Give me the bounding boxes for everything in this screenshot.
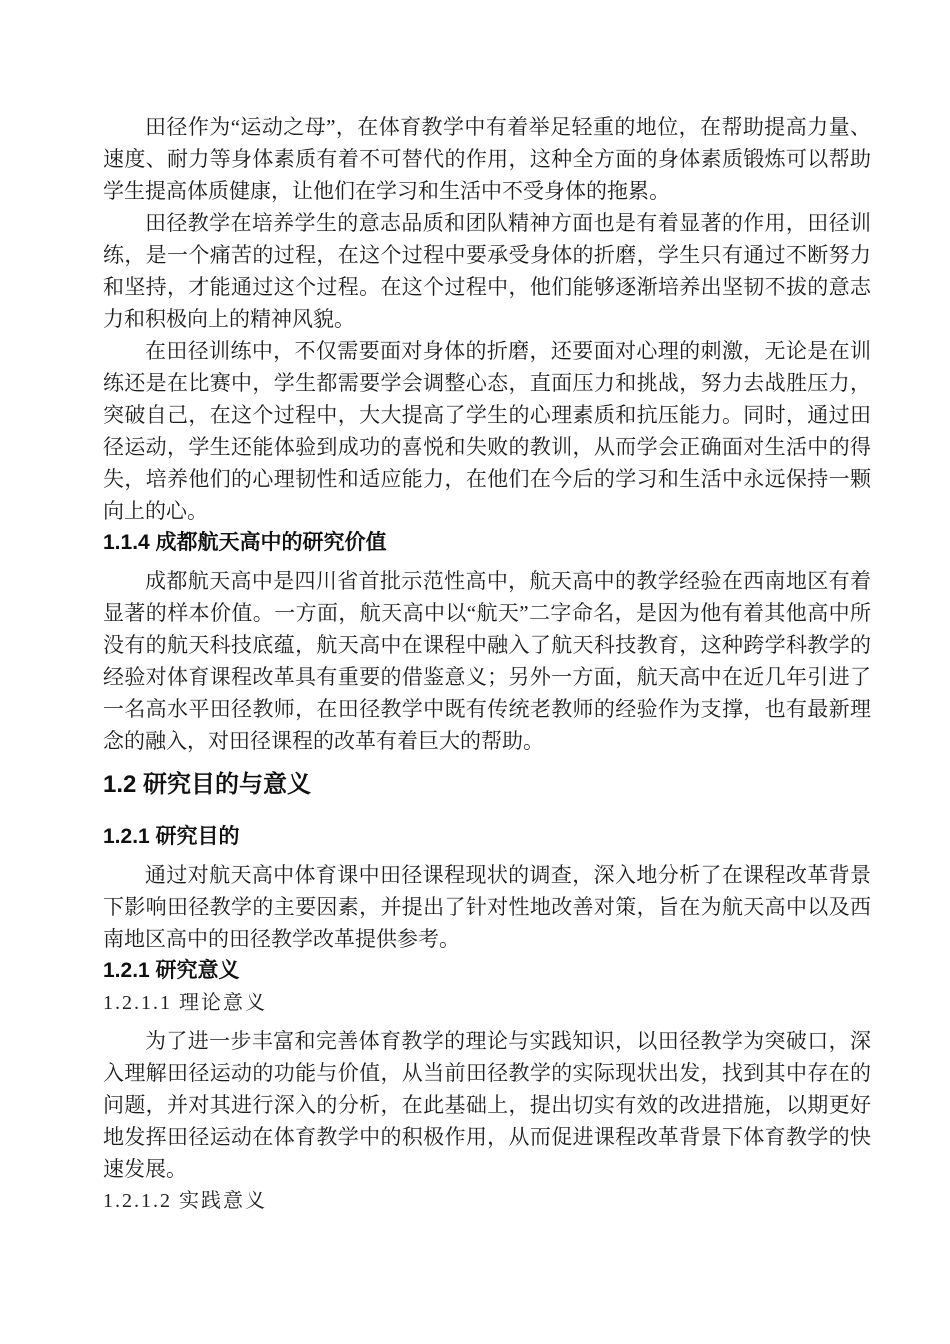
- heading-1-1-4-research-value: 1.1.4 成都航天高中的研究价值: [103, 531, 387, 554]
- heading-1-2-1-research-purpose: 1.2.1 研究目的: [103, 825, 240, 848]
- paragraph-theoretical-significance: 为了进一步丰富和完善体育教学的理论与实践知识，以田径教学为突破口，深入理解田径运动的功能与价值，从当前田径教学的实际现状出发，找到其中存在的问题，并对其进行深入的分析，在此基础上，提出切实有效的改进措施，以期更好地发挥田径运动在体育教学中的积极作用，从而促进课程改革背景下体育教学的快速发展。: [103, 1029, 871, 1181]
- heading-1-2-purpose-significance: 1.2 研究目的与意义: [103, 771, 312, 798]
- paragraph-chengdu-hangtian-school: 成都航天高中是四川省首批示范性高中，航天高中的教学经验在西南地区有着显著的样本价值。一方面，航天高中以“航天”二字命名，是因为他有着其他高中所没有的航天科技底蕴，航天高中在课程中融入了航天科技教育，这种跨学科教学的经验对体育课程改革具有重要的借鉴意义；另外一方面，航天高中在近几年引进了一名高水平田径教师，在田径教学中既有传统老教师的经验作为支撑，也有最新理念的融入，对田径课程的改革有着巨大的帮助。: [103, 569, 871, 753]
- paragraph-tianjing-intro: 田径作为“运动之母”，在体育教学中有着举足轻重的地位，在帮助提高力量、速度、耐力等身体素质有着不可替代的作用，这种全方面的身体素质锻炼可以帮助学生提高体质健康，让他们在学习和生活中不受身体的拖累。: [103, 115, 871, 203]
- paragraph-psychological-training: 在田径训练中，不仅需要面对身体的折磨，还要面对心理的刺激，无论是在训练还是在比赛中，学生都需要学会调整心态，直面压力和挑战，努力去战胜压力，突破自己，在这个过程中，大大提高了学生的心理素质和抗压能力。同时，通过田径运动，学生还能体验到成功的喜悦和失败的教训，从而学会正确面对生活中的得失，培养他们的心理韧性和适应能力，在他们在今后的学习和生活中永远保持一颗向上的心。: [103, 339, 871, 523]
- paragraph-research-purpose: 通过对航天高中体育课中田径课程现状的调查，深入地分析了在课程改革背景下影响田径教学的主要因素，并提出了针对性地改善对策，旨在为航天高中以及西南地区高中的田径教学改革提供参考。: [103, 863, 871, 951]
- heading-1-2-1-1-theoretical-significance: 1.2.1.1 理论意义: [103, 992, 267, 1014]
- heading-1-2-1-research-significance: 1.2.1 研究意义: [103, 959, 240, 982]
- heading-1-2-1-2-practical-significance: 1.2.1.2 实践意义: [103, 1190, 267, 1212]
- paragraph-willpower-teamspirit: 田径教学在培养学生的意志品质和团队精神方面也是有着显著的作用，田径训练，是一个痛苦的过程，在这个过程中要承受身体的折磨，学生只有通过不断努力和坚持，才能通过这个过程。在这个过程中，他们能够逐渐培养出坚韧不拔的意志力和积极向上的精神风貌。: [103, 211, 871, 331]
